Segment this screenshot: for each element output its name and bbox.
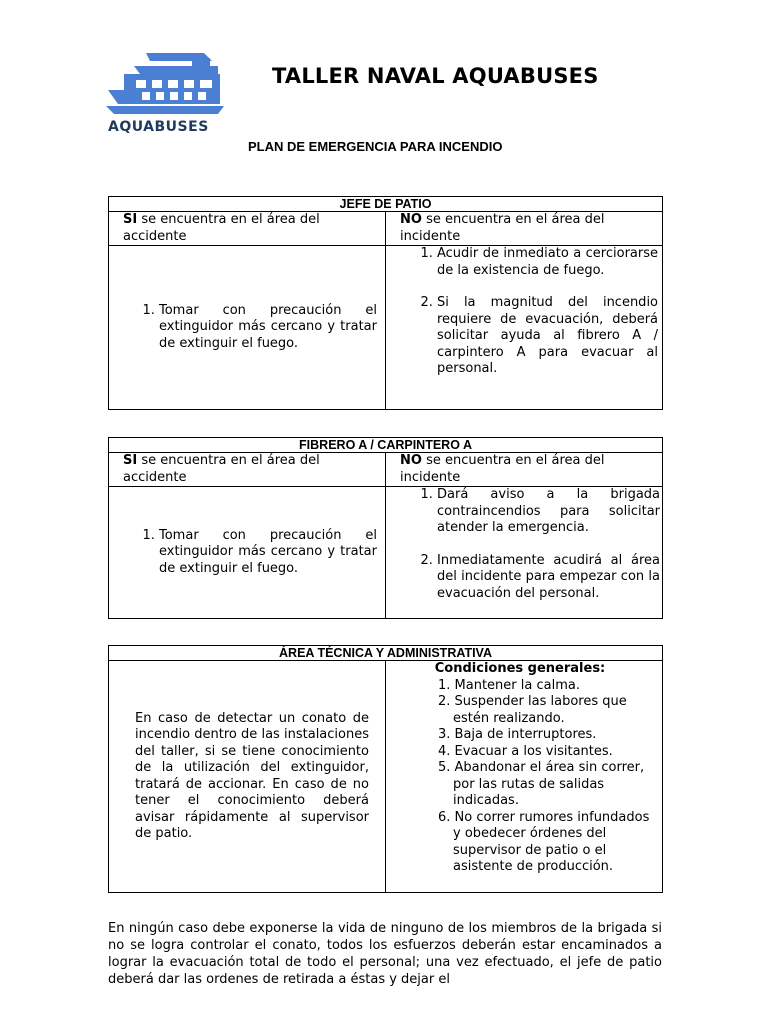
page-subtitle: PLAN DE EMERGENCIA PARA INCENDIO (248, 139, 503, 154)
step-item: 2. Si la magnitud del incendio requiere de evacuación, deberá solicitar ayuda al fibrero A / carpintero A para evacuar al personal. (437, 295, 658, 378)
step-item: 1. Dará aviso a la brigada contraincendios para solicitar atender la emergencia. (437, 487, 660, 537)
conditions-list (402, 678, 658, 876)
section-title: FIBRERO A / CARPINTERO A (109, 438, 663, 453)
step-item: 1. Acudir de inmediato a cerciorarse de la existencia de fuego. (437, 246, 658, 279)
si-steps (109, 246, 386, 410)
area-tecnica-table (108, 645, 663, 893)
page-title: TALLER NAVAL AQUABUSES (272, 64, 599, 88)
conditions-cell (386, 661, 663, 893)
closing-paragraph: En ningún caso debe exponerse la vida de ninguno de los miembros de la brigada si no se logra controlar el conato, todos los esfuerzos deberán estar encaminados a lograr la evacuación total de todo el personal; una vez efectuado, el jefe de patio deberá dar las ordenes de retirada a éstas y dejar el (108, 921, 662, 987)
logo-text: AQUABUSES (108, 119, 209, 135)
no-steps (386, 487, 663, 619)
section-title: ÁREA TÉCNICA Y ADMINISTRATIVA (109, 646, 663, 661)
condition-item: 4. Evacuar a los visitantes. (438, 743, 613, 759)
procedure-paragraph: En caso de detectar un conato de incendio dentro de las instalaciones del taller, si se tiene conocimiento de la utilización del extinguidor, tratará de accionar. En caso de no tener el conocimiento deberá avisar rápidamente al supervisor de patio. (109, 661, 386, 893)
step-item: 1. Tomar con precaución el extinguidor más cercano y tratar de extinguir el fuego. (159, 303, 377, 353)
condition-item: 6. No correr rumores infundados y obedecer órdenes del supervisor de patio o el asistente de producción. (438, 809, 650, 874)
section-title: JEFE DE PATIO (109, 197, 663, 212)
si-header: SI se encuentra en el área del accidente (109, 453, 386, 487)
condition-item: 1. Mantener la calma. (438, 677, 580, 693)
step-item: 1. Tomar con precaución el extinguidor más cercano y tratar de extinguir el fuego. (159, 528, 377, 578)
condition-item: 5. Abandonar el área sin correr, por las rutas de salidas indicadas. (438, 760, 645, 808)
no-header: NO se encuentra en el área del incidente (386, 212, 663, 246)
fibrero-carpintero-table (108, 437, 663, 619)
jefe-de-patio-table (108, 196, 663, 410)
condition-item: 3. Baja de interruptores. (438, 727, 597, 742)
conditions-title: Condiciones generales: (434, 661, 606, 676)
condition-item: 2. Suspender las labores que estén realizando. (438, 694, 627, 726)
no-header: NO se encuentra en el área del incidente (386, 453, 663, 487)
no-steps (386, 246, 663, 410)
step-item: 2. Inmediatamente acudirá al área del incidente para empezar con la evacuación del personal. (437, 553, 660, 603)
si-steps (109, 487, 386, 619)
si-header: SI se encuentra en el área del accidente (109, 212, 386, 246)
